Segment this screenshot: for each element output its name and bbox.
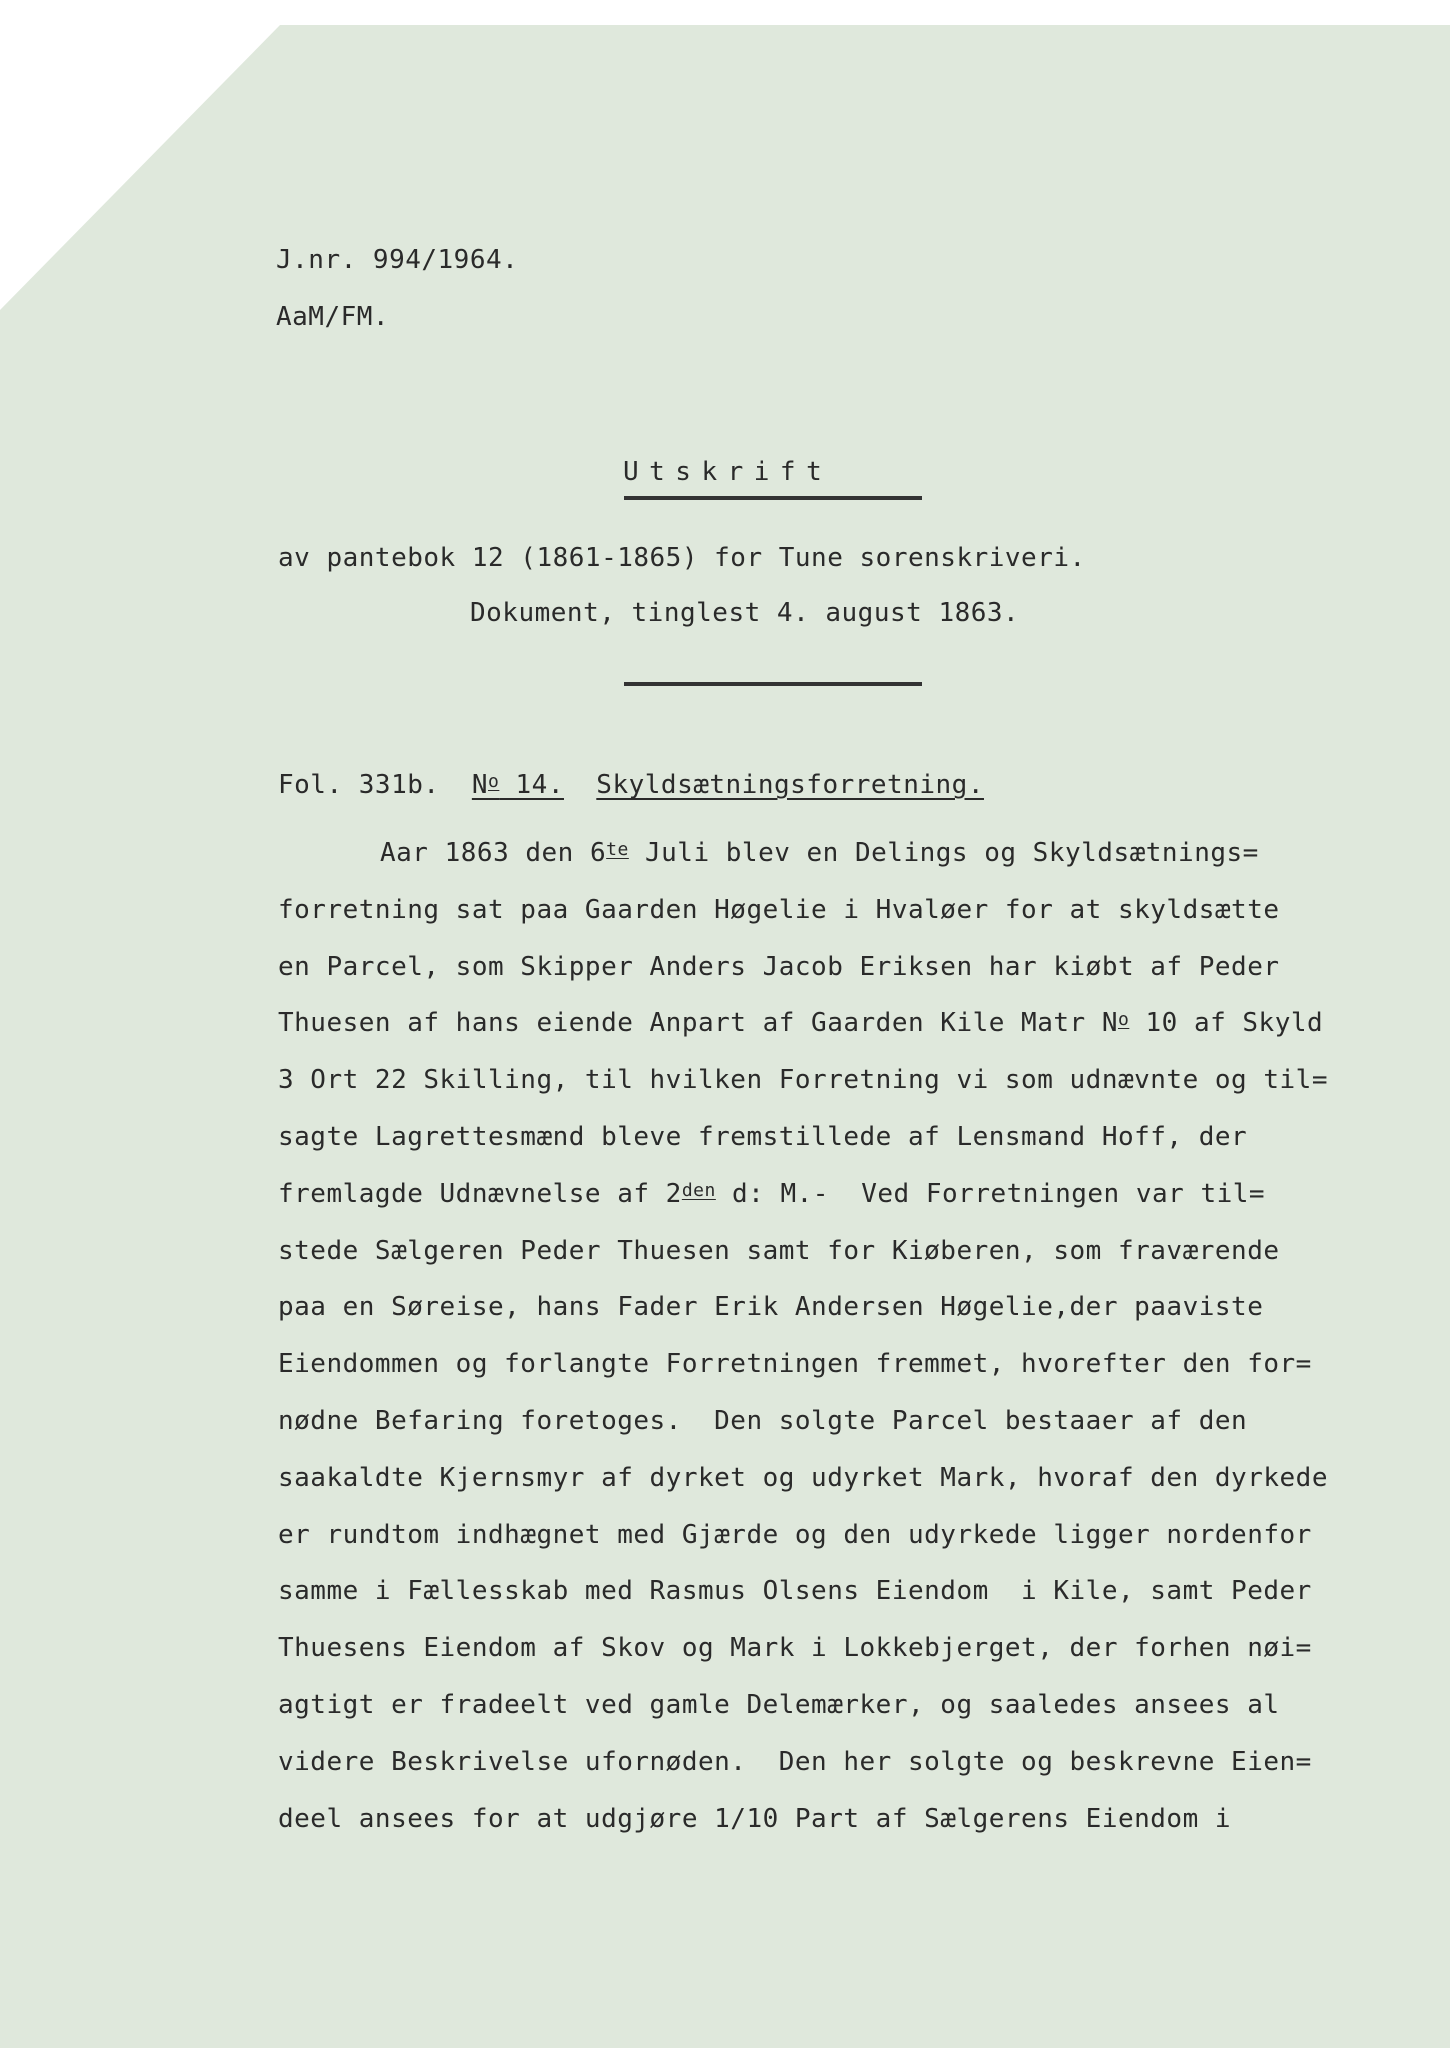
body-line: saakaldte Kjernsmyr af dyrket og udyrket Mark, hvoraf den dyrkede	[278, 1462, 1328, 1493]
entry-heading: Skyldsætningsforretning.	[596, 770, 984, 800]
body-line: agtigt er fradeelt ved gamle Delemærker, og saaledes ansees al	[278, 1689, 1280, 1720]
body-line: 3 Ort 22 Skilling, til hvilken Forretning vi som udnævnte og til=	[278, 1065, 1328, 1096]
body-sup: den	[681, 1179, 716, 1201]
body-sup: te	[606, 839, 629, 860]
journal-number: J.nr. 994/1964.	[276, 245, 519, 275]
body-sup: o	[1117, 1009, 1130, 1031]
body-line: deel ansees for at udgjøre 1/10 Part af Sælgerens Eiendom i	[278, 1803, 1232, 1834]
document-title: Utskrift	[623, 457, 833, 487]
body-line: en Parcel, som Skipper Anders Jacob Eriksen har kiøbt af Peder	[278, 951, 1280, 982]
body-text-span: 10 af Skyld	[1129, 1008, 1324, 1039]
entry-number	[472, 770, 564, 800]
body-text-span: Aar 1863 den 6	[380, 838, 607, 868]
initials: AaM/FM.	[276, 302, 390, 332]
body-line: er rundtom indhægnet med Gjærde og den udyrkede ligger nordenfor	[278, 1519, 1312, 1550]
body-line: nødne Befaring foretoges. Den solgte Parcel bestaaer af den	[278, 1405, 1248, 1436]
entry-number-rest: 14.	[499, 770, 564, 800]
title-underline	[624, 496, 922, 500]
body-text-span: d: M.- Ved Forretningen var til=	[715, 1178, 1266, 1209]
body-text-span: Thuesen af hans eiende Anpart af Gaarden Kile Matr N	[278, 1008, 1118, 1039]
entry-number-sup: o	[488, 771, 500, 792]
body-line: stede Sælgeren Peder Thuesen samt for Kiøberen, som fraværende	[278, 1235, 1280, 1266]
body-line: sagte Lagrettesmænd bleve fremstillede af Lensmand Hoff, der	[278, 1121, 1248, 1152]
separator-rule	[624, 682, 922, 686]
subtitle-line-2: Dokument, tinglest 4. august 1863.	[470, 598, 1020, 628]
subtitle-line-1: av pantebok 12 (1861-1865) for Tune sorenskriveri.	[278, 543, 1086, 573]
body-line: paa en Søreise, hans Fader Erik Andersen Høgelie,der paaviste	[278, 1292, 1264, 1323]
body-line	[278, 1166, 1428, 1223]
body-line: Thuesens Eiendom af Skov og Mark i Lokkebjerget, der forhen nøi=	[278, 1633, 1312, 1664]
body-line	[278, 825, 1428, 882]
document-body	[278, 825, 1428, 1847]
folio-number: Fol. 331b.	[278, 770, 440, 800]
body-text-span: fremlagde Udnævnelse af 2	[278, 1178, 682, 1209]
body-text-span: Juli blev en Delings og Skyldsætnings=	[628, 838, 1259, 868]
folio-heading	[278, 770, 984, 803]
entry-number-prefix: N	[471, 770, 489, 800]
body-line	[278, 995, 1428, 1052]
body-line: samme i Fællesskab med Rasmus Olsens Eiendom i Kile, samt Peder	[278, 1576, 1312, 1607]
body-line: videre Beskrivelse ufornøden. Den her solgte og beskrevne Eien=	[278, 1746, 1312, 1777]
body-line: forretning sat paa Gaarden Høgelie i Hvaløer for at skyldsætte	[278, 894, 1280, 925]
body-line: Eiendommen og forlangte Forretningen fremmet, hvorefter den for=	[278, 1349, 1312, 1380]
